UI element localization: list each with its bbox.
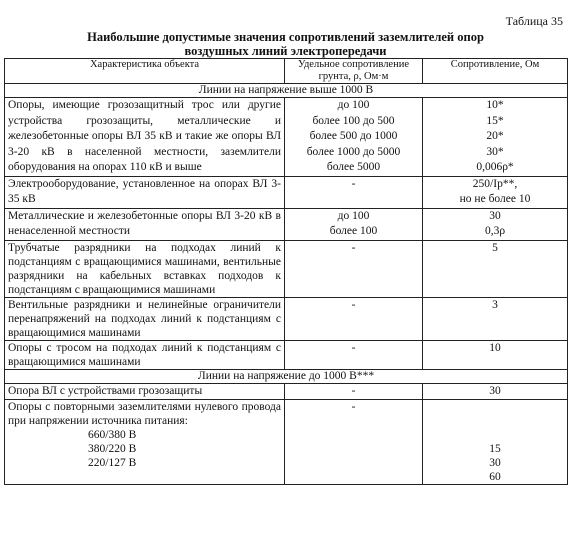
- voltage-value: 220/127 В: [88, 457, 137, 469]
- table-row: [5, 340, 568, 369]
- header-object: Характеристика объекта: [5, 59, 285, 84]
- row-resistivity: [285, 208, 423, 240]
- section-title-below-1000v: Линии на напряжение до 1000 В***: [5, 369, 568, 383]
- table-row: [5, 176, 568, 208]
- table-row: [5, 400, 568, 485]
- resistance-value: 30: [489, 209, 501, 222]
- row-resistance: [423, 98, 568, 177]
- row-description: Вентильные разрядники и нелинейные ограничители перенапряжений на подходах линий к подстанциям с вращающимися машинами: [5, 297, 285, 340]
- row-description: [5, 400, 285, 485]
- row-description: Опоры, имеющие грозозащитный трос или другие устройства грозозащиты, металлические и железобетонные опоры ВЛ 35 кВ и такие же опоры ВЛ 3-20 кВ в населенной местности, заземлители оборудования на опорах 110 кВ и выше: [5, 98, 285, 177]
- resistance-value: 0,006ρ*: [476, 161, 514, 173]
- resistance-value: 250/Iр**,: [472, 177, 518, 190]
- table-row: [5, 208, 568, 240]
- row-resistivity: -: [285, 340, 423, 369]
- row-resistivity: -: [285, 176, 423, 208]
- section-row-above-1000v: [5, 84, 568, 98]
- row-resistance: 30: [423, 383, 568, 400]
- table-row: [5, 98, 568, 177]
- row-description: Электрооборудование, установленное на опорах ВЛ 3-35 кВ: [5, 176, 285, 208]
- resistance-value: 60: [489, 471, 501, 483]
- row-resistance: 3: [423, 297, 568, 340]
- header-resistivity-line-2: грунта, ρ, Ом·м: [318, 71, 389, 82]
- header-resistance: Сопротивление, Ом: [423, 59, 568, 84]
- resistance-value: но не более 10: [459, 193, 531, 205]
- row-resistance: 10: [423, 340, 568, 369]
- section-row-below-1000v: [5, 369, 568, 383]
- resistivity-value: более 1000 до 5000: [306, 145, 401, 158]
- section-title-above-1000v: Линии на напряжение выше 1000 В: [5, 84, 568, 98]
- resistance-value: 0,3ρ: [484, 225, 506, 237]
- row-description: Опоры с тросом на подходах линий к подстанциям с вращающимися машинами: [5, 340, 285, 369]
- title-line-1: Наибольшие допустимые значения сопротивлений заземлителей опор: [87, 30, 484, 44]
- resistivity-value: до 100: [337, 99, 370, 111]
- table-title: [0, 30, 571, 58]
- voltage-value: 660/380 В: [88, 429, 137, 441]
- resistance-value: 30: [489, 457, 501, 469]
- row-resistivity: -: [285, 240, 423, 297]
- row-resistivity: -: [285, 383, 423, 400]
- row-resistivity: -: [285, 297, 423, 340]
- resistance-value: 15: [489, 443, 501, 455]
- row-resistance: [423, 208, 568, 240]
- resistance-value: 20*: [486, 130, 504, 142]
- row-description: Опора ВЛ с устройствами грозозащиты: [5, 383, 285, 400]
- row-description: Металлические и железобетонные опоры ВЛ 3-20 кВ в ненаселенной местности: [5, 208, 285, 240]
- row-resistance: [423, 400, 568, 485]
- row-resistance: [423, 176, 568, 208]
- resistivity-value: более 100: [329, 225, 378, 237]
- row-description-text: Опоры с повторными заземлителями нулевого провода при напряжении источника питания:: [8, 401, 281, 427]
- row-description: Трубчатые разрядники на подходах линий к подстанциям с вращающимися машинами, вентильные разрядники на кабельных вставках подходов к подстанциям с вращающимися машинами: [5, 240, 285, 297]
- row-resistivity: [285, 98, 423, 177]
- table-row: [5, 383, 568, 400]
- resistivity-value: до 100: [337, 209, 370, 222]
- title-line-2: воздушных линий электропередачи: [184, 44, 387, 58]
- voltage-value: 380/220 В: [88, 443, 137, 455]
- table-caption: Таблица 35: [505, 14, 563, 28]
- row-resistance: 5: [423, 240, 568, 297]
- header-resistivity: [285, 59, 423, 84]
- resistance-value: 15*: [486, 114, 504, 127]
- resistivity-value: более 100 до 500: [312, 114, 395, 127]
- header-row: [5, 59, 568, 84]
- grounding-resistance-table: [4, 58, 568, 485]
- table-row: [5, 297, 568, 340]
- resistivity-value: более 500 до 1000: [309, 130, 398, 142]
- row-resistivity: -: [285, 400, 423, 485]
- header-resistivity-line-1: Удельное сопротивление: [298, 59, 409, 70]
- resistance-value: 10*: [486, 99, 504, 111]
- table-row: [5, 240, 568, 297]
- resistance-value: 30*: [486, 145, 504, 158]
- resistivity-value: более 5000: [326, 161, 381, 173]
